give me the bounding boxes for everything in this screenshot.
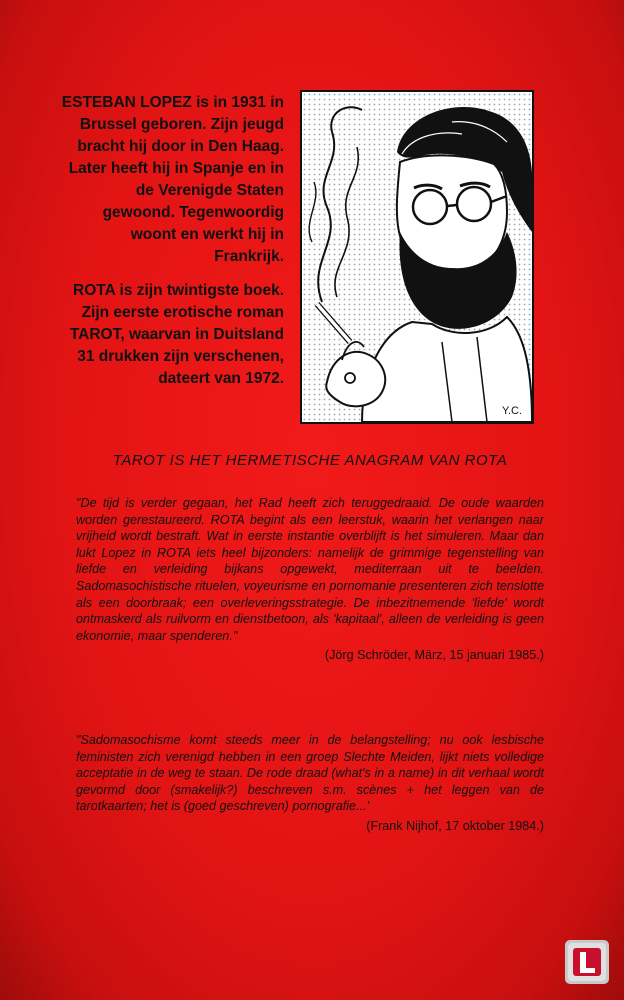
quote-1-citation: (Jörg Schröder, März, 15 januari 1985.) bbox=[324, 648, 544, 663]
bio-paragraph-1: ESTEBAN LOPEZ is in 1931 in Brussel geboren. Zijn jeugd bracht hij door in Den Haag. Later heeft hij in Spanje en in de Verenigde Staten gewoond. Tegenwoordig woont en werkt hij in Frankrijk. bbox=[61, 94, 284, 265]
publisher-l-icon bbox=[563, 938, 611, 986]
illustrator-signature: Y.C. bbox=[502, 405, 522, 417]
author-bio bbox=[60, 92, 284, 402]
quote-2-text: "Sadomasochisme komt steeds meer in de belangstelling; nu ook lesbische feministen zich verenigd hebben in een groep Slechte Meiden, lijkt niets volledige acceptatie in de weg te staan. De rode draad (what's in a name) in dit verhaal wordt gevormd door (smakelijk?) beschreven s.m. scènes + het leggen van de tarotkaarten; het is (goed geschreven) pornografie...' bbox=[76, 733, 544, 814]
bio-paragraph-2: ROTA is zijn twintigste boek. Zijn eerste erotische roman TAROT, waarvan in Duitsland 31 drukken zijn verschenen, dateert van 1972. bbox=[69, 282, 284, 387]
quote-1-text: "De tijd is verder gegaan, het Rad heeft zich teruggedraaid. De oude waarden worden gerestaureerd. ROTA begint als een leerstuk, waarin het verlangen naar vrijheid wordt bestraft. Wat in eerste instantie overblijft is het simuleren. Maar dan lukt Lopez in ROTA iets heel bijzonders: namelijk de grimmige tegenstelling van liefde en verleiding bijkans opgewekt, mediterraan uit te beelden. Sadomasochistische rituelen, voyeurisme en pornomanie presenteren zich tenslotte als een doorbraak; een overleveringsstrategie. De inbezitnemende 'liefde' wordt ontmaskerd als ruilvorm en dienstbetoon, als 'kapitaal', alleen de verleiding is geen ekonomie, maar spenderen." bbox=[76, 496, 544, 643]
review-quote-1 bbox=[76, 495, 544, 664]
publisher-logo bbox=[563, 938, 611, 986]
review-quote-2 bbox=[76, 732, 544, 835]
portrait-drawing bbox=[302, 92, 532, 422]
author-portrait-illustration bbox=[300, 90, 534, 424]
quote-2-citation: (Frank Nijhof, 17 oktober 1984.) bbox=[366, 818, 544, 833]
headline: TAROT IS HET HERMETISCHE ANAGRAM VAN ROTA bbox=[112, 452, 508, 469]
